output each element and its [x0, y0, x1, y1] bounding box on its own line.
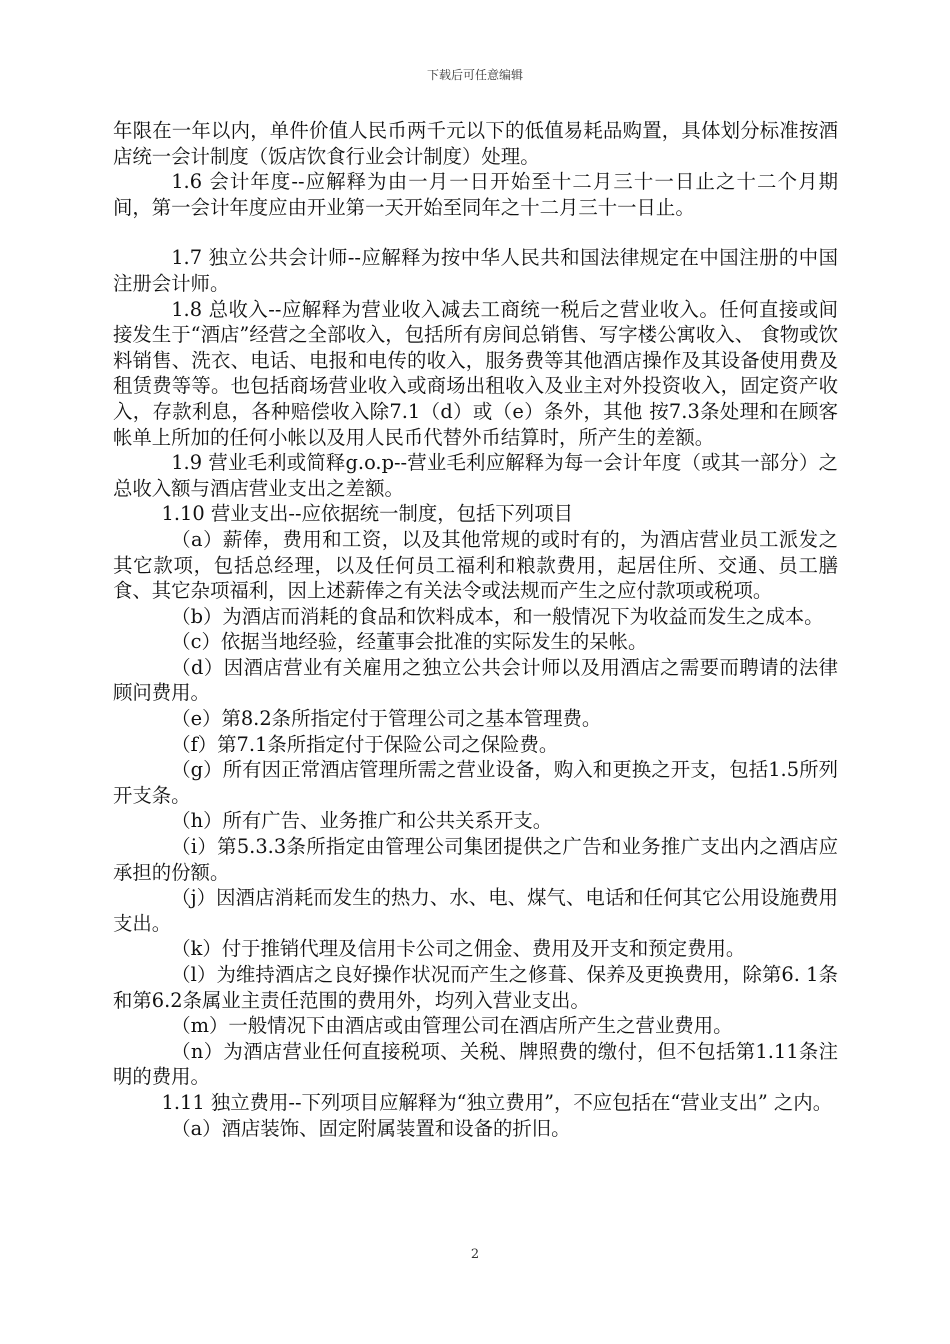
document-body [113, 118, 838, 1141]
item-d: （d）因酒店营业有关雇用之独立公共会计师以及用酒店之需要而聘请的法律顾问费用。 [113, 655, 838, 705]
item-e: （e）第8.2条所指定付于管理公司之基本管理费。 [171, 707, 602, 731]
item-m: （m）一般情况下由酒店或由管理公司在酒店所产生之营业费用。 [171, 1014, 733, 1038]
item-g: （g）所有因正常酒店管理所需之营业设备，购入和更换之开支，包括1.5所列开支条。 [113, 758, 838, 807]
page-header: 下载后可任意编辑 [426, 68, 523, 82]
paragraph-1-9: 1.9 营业毛利或简释g.o.p--营业毛利应解释为每一会计年度（或其一部分）之总收入额与酒店营业支出之差额。 [113, 451, 838, 500]
item-j: （j）因酒店消耗而发生的热力、水、电、煤气、电话和任何其它公用设施费用支出。 [113, 886, 838, 935]
blank-line [113, 220, 838, 245]
item-c: （c）依据当地经验，经董事会批准的实际发生的呆帐。 [171, 630, 648, 654]
item-h: （h）所有广告、业务推广和公共关系开支。 [171, 809, 553, 833]
item-a: （a）薪俸，费用和工资，以及其他常规的或时有的，为酒店营业员工派发之其它款项，包括总经理，以及任何员工福利和粮款费用，起居住所、交通、员工膳食、其它杂项福利，因上述薪俸之有关法令或法规而产生之应付款项或税项。 [113, 527, 838, 603]
paragraph-1-11: 1.11 独立费用--下列项目应解释为“独立费用”，不应包括在“营业支出” 之内。 [161, 1090, 833, 1114]
paragraph-1-7: 1.7 独立公共会计师--应解释为按中华人民共和国法律规定在中国注册的中国注册会计师。 [113, 246, 838, 295]
paragraph-1-6: 1.6 会计年度--应解释为由一月一日开始至十二月三十一日止之十二个月期间，第一会计年度应由开业第一天开始至同年之十二月三十一日止。 [113, 170, 838, 219]
item-a-1-11: （a）酒店装饰、固定附属装置和设备的折旧。 [171, 1116, 571, 1140]
paragraph-1-8: 1.8 总收入--应解释为营业收入减去工商统一税后之营业收入。任何直接或间接发生于“酒店”经营之全部收入，包括所有房间总销售、写字楼公寓收入、 食物或饮料销售、洗衣、电话、电报和电传的收入，服务费等其他酒店操作及其设备使用费及租赁费等等。也包括商场营业收入或商场出租收入及业主对外投资收入，固定资产收入，存款利息，各种赔偿收入除7.1（d）或（e）条外，其他 按7.3条处理和在顾客帐单上所加的任何小帐以及用人民币代替外币结算时，所产生的差额。 [113, 297, 838, 449]
paragraph-1-10: 1.10 营业支出--应依据统一制度，包括下列项目 [161, 502, 573, 526]
item-b: （b）为酒店而消耗的食品和饮料成本，和一般情况下为收益而发生之成本。 [171, 604, 824, 628]
paragraph-continuation: 年限在一年以内，单件价值人民币两千元以下的低值易耗品购置，具体划分标准按酒店统一会计制度（饭店饮食行业会计制度）处理。 [113, 119, 838, 168]
item-l: （l）为维持酒店之良好操作状况而产生之修葺、保养及更换费用，除第6. 1条和第6.2条属业主责任范围的费用外，均列入营业支出。 [113, 963, 838, 1012]
item-i: （i）第5.3.3条所指定由管理公司集团提供之广告和业务推广支出内之酒店应承担的份额。 [113, 835, 838, 884]
item-n: （n）为酒店营业任何直接税项、关税、牌照费的缴付，但不包括第1.11条注明的费用。 [113, 1039, 838, 1089]
item-f: （f）第7.1条所指定付于保险公司之保险费。 [171, 732, 559, 756]
page-number: 2 [470, 1247, 480, 1262]
item-k: （k）付于推销代理及信用卡公司之佣金、费用及开支和预定费用。 [171, 937, 746, 961]
